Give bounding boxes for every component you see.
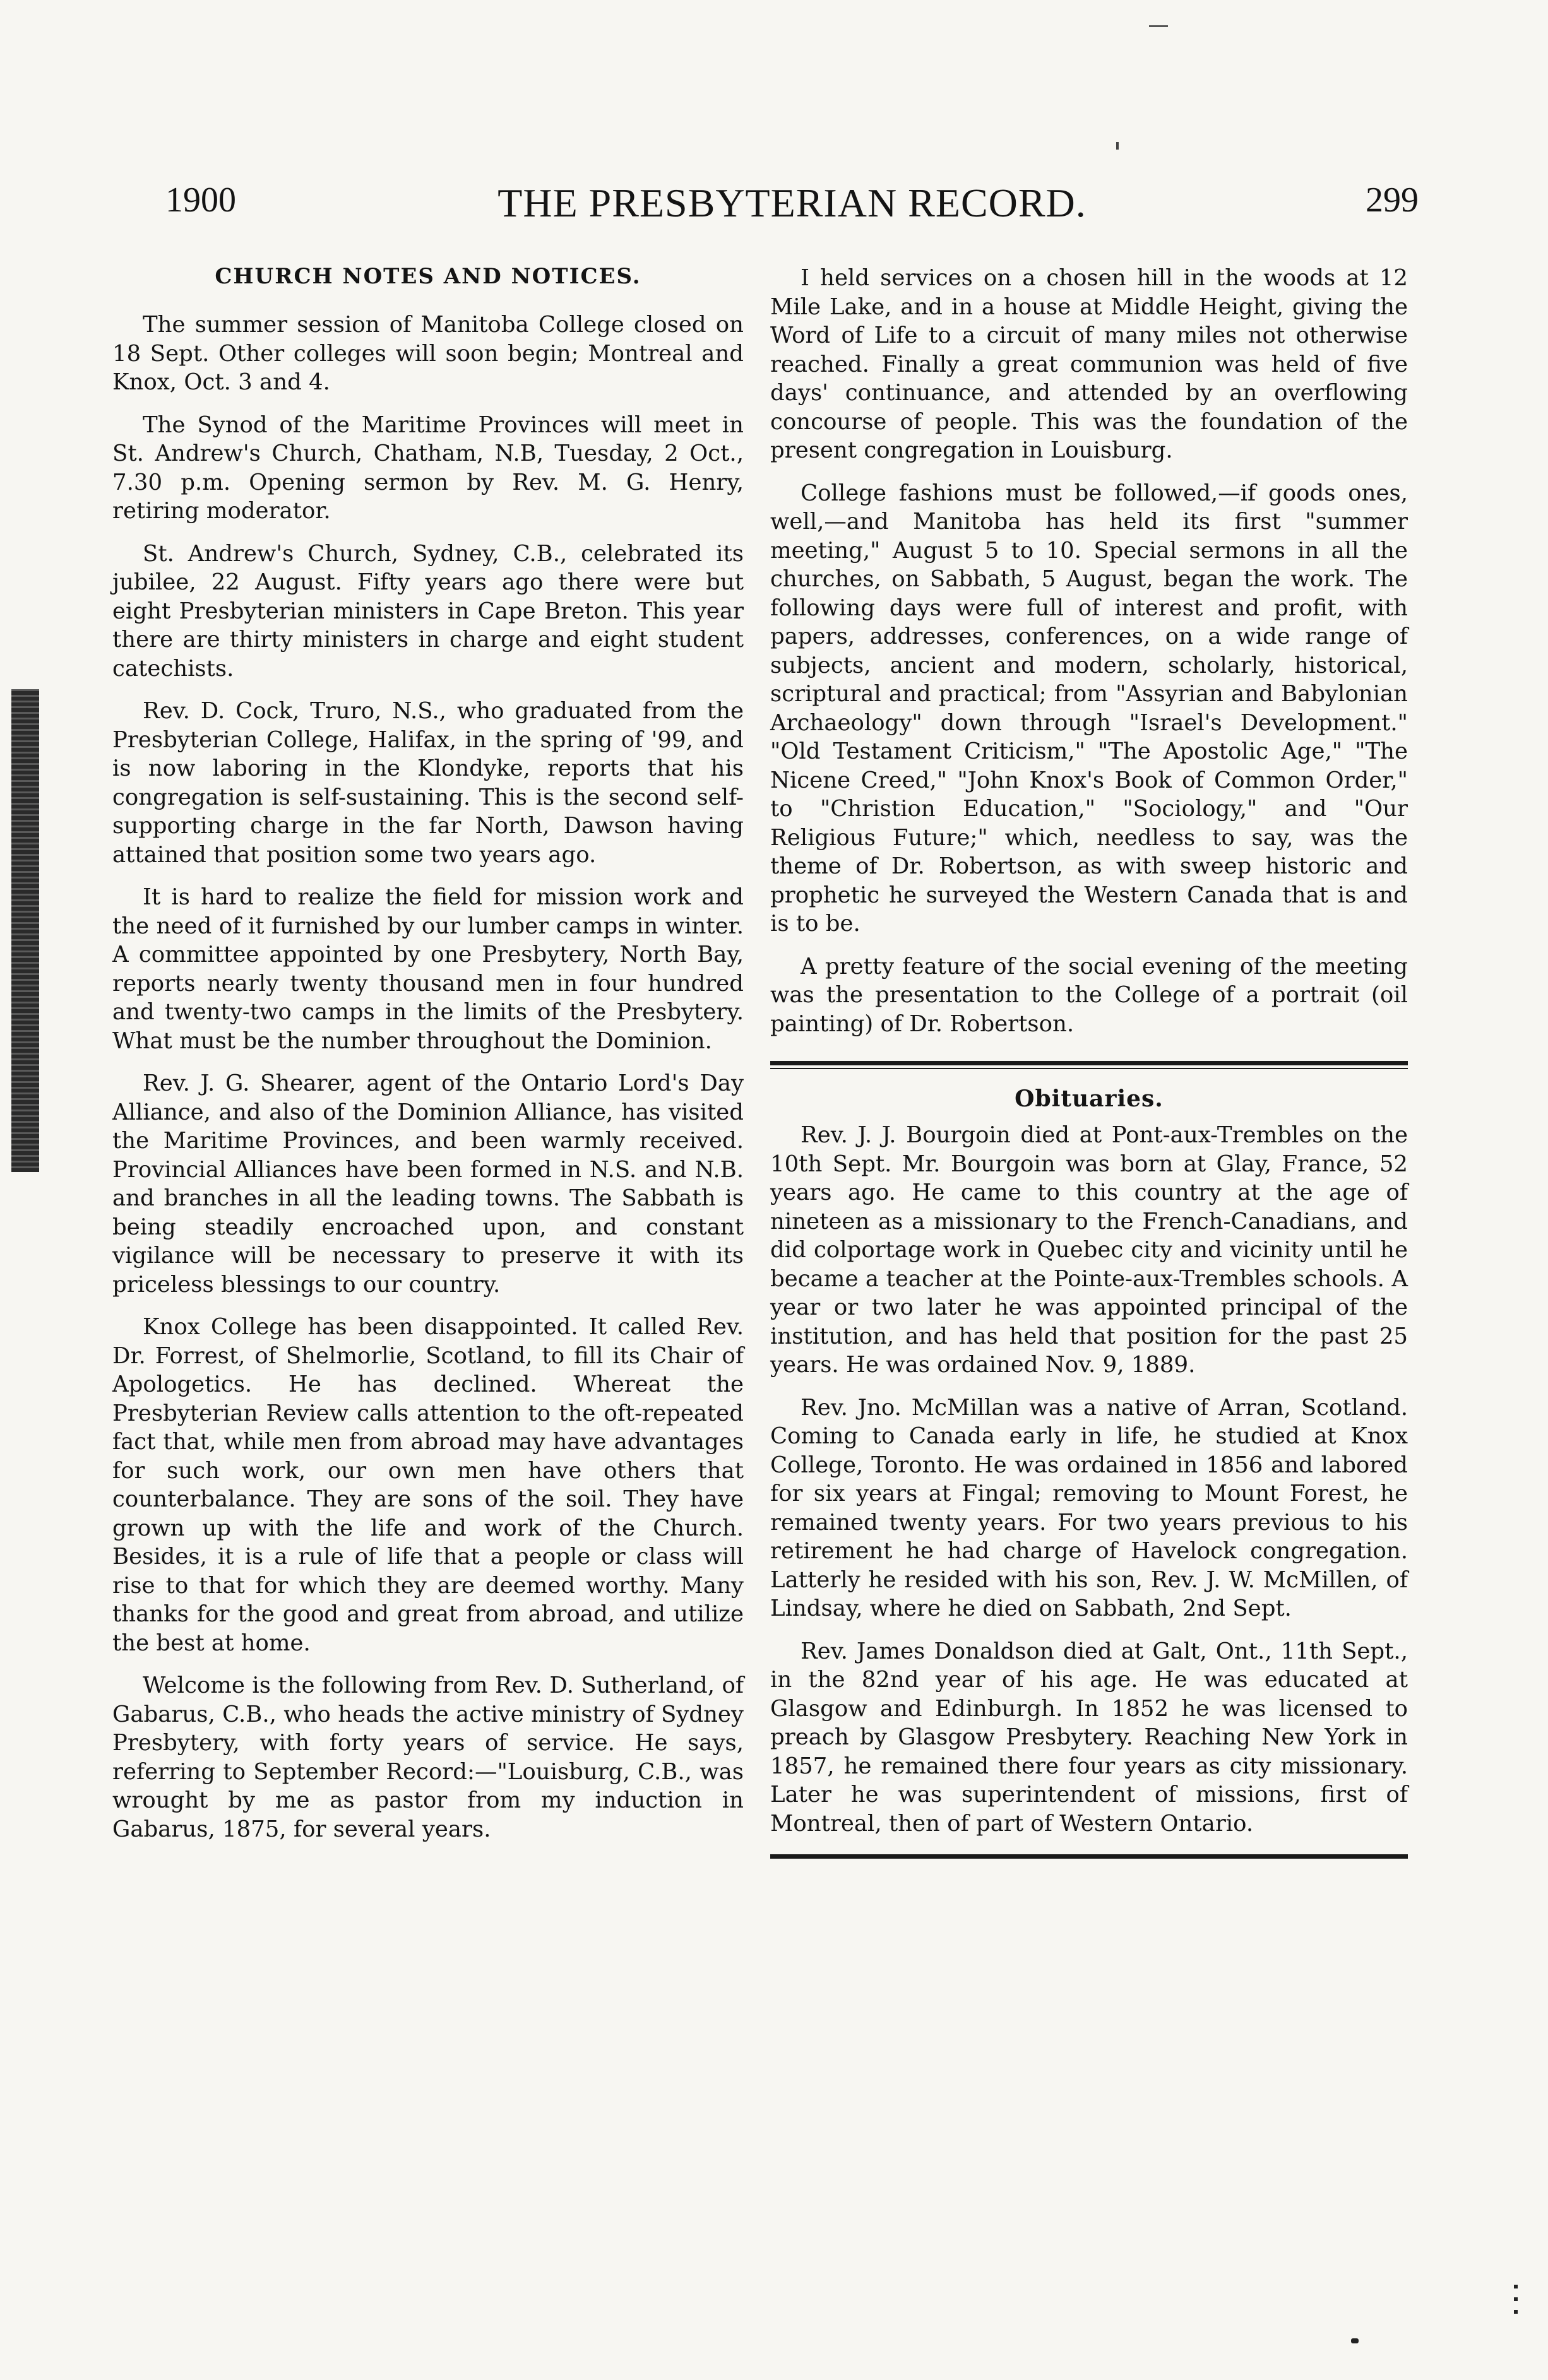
divider-rule: [770, 1068, 1408, 1069]
page-number: 299: [1366, 181, 1419, 220]
notice-paragraph: A pretty feature of the social evening of the meeting was the presentation to the College of a portrait (oil painting) of Dr. Robertson.: [770, 953, 1408, 1037]
notice-paragraph: Rev. D. Cock, Truro, N.S., who graduated from the Presbyterian College, Halifax, in the spring of '99, and is now laboring in the Klondyke, reports that his congregation is self-sustaining. This is the second self-supporting charge in the far North, Dawson having attained that position some two years ago.: [112, 698, 744, 868]
notice-paragraph: St. Andrew's Church, Sydney, C.B., celebrated its jubilee, 22 August. Fifty years ago there were but eight Presbyterian ministers in Cape Breton. This year there are thirty ministers in charge and eight student catechists.: [112, 540, 744, 682]
divider-rule: [770, 1854, 1408, 1859]
continued-paragraph: I held services on a chosen hill in the woods at 12 Mile Lake, and in a house at Middle Height, giving the Word of Life to a circuit of many miles not otherwise reached. Finally a great communion was held of five days' continuance, and attended by an overflowing concourse of people. This was the foundation of the present congregation in Louisburg.: [770, 265, 1408, 463]
page-header: [165, 180, 1419, 237]
obituary-entry: Rev. J. J. Bourgoin died at Pont-aux-Trembles on the 10th Sept. Mr. Bourgoin was born at Glay, France, 52 years ago. He came to this country at the age of nineteen as a missionary to the French-Canadians, and did colportage work in Quebec city and vicinity until he became a teacher at the Pointe-aux-Trembles schools. A year or two later he was appointed principal of the institution, and has held that position for the past 25 years. He was ordained Nov. 9, 1889.: [770, 1122, 1408, 1378]
notice-paragraph: The summer session of Manitoba College closed on 18 Sept. Other colleges will soon begin; Montreal and Knox, Oct. 3 and 4.: [112, 312, 744, 395]
notice-paragraph: Welcome is the following from Rev. D. Sutherland, of Gabarus, C.B., who heads the active ministry of Sydney Presbytery, with forty years of service. He says, referring to September Record:—"Louisburg, C.B., was wrought by me as pastor from my induction in Gabarus, 1875, for several years.: [112, 1673, 744, 1842]
section-title: CHURCH NOTES AND NOTICES.: [215, 264, 641, 289]
notice-paragraph: The Synod of the Maritime Provinces will meet in St. Andrew's Church, Chatham, N.B, Tuesday, 2 Oct., 7.30 p.m. Opening sermon by Rev. M. G. Henry, retiring moderator.: [112, 411, 744, 524]
obituaries-title: Obituaries.: [1015, 1086, 1164, 1112]
header-year: 1900: [165, 181, 236, 220]
divider-rule: [770, 1061, 1408, 1065]
right-column: [770, 264, 1408, 1859]
obituary-entry: Rev. Jno. McMillan was a native of Arran, Scotland. Coming to Canada early in life, he studied at Knox College, Toronto. He was ordained in 1856 and labored for six years at Fingal; removing to Mount Forest, he remained twenty years. For two years previous to his retirement he had charge of Havelock congregation. Latterly he resided with his son, Rev. J. W. McMillen, of Lindsay, where he died on Sabbath, 2nd Sept.: [770, 1394, 1408, 1621]
journal-title: THE PRESBYTERIAN RECORD.: [497, 181, 1087, 225]
notice-paragraph: Knox College has been disappointed. It called Rev. Dr. Forrest, of Shelmorlie, Scotland, to fill its Chair of Apologetics. He has declined. Whereat the Presbyterian Review calls attention to the oft-repeated fact that, while men from abroad may have advantages for such work, our own men have others that counterbalance. They are sons of the soil. They have grown up with the life and work of the Church. Besides, it is a rule of life that a people or class will rise to that for which they are deemed worthy. Many thanks for the good and great from abroad, and utilize the best at home.: [112, 1314, 744, 1656]
scan-mark: [1514, 2285, 1518, 2323]
scan-mark: [1116, 142, 1119, 150]
notice-paragraph: Rev. J. G. Shearer, agent of the Ontario Lord's Day Alliance, and also of the Dominion Alliance, has visited the Maritime Provinces, and been warmly received. Provincial Alliances have been formed in N.S. and N.B. and branches in all the leading towns. The Sabbath is being steadily encroached upon, and constant vigilance will be necessary to preserve it with its priceless blessings to our country.: [112, 1070, 744, 1298]
margin-scan-artifact: [11, 689, 39, 1172]
notice-paragraph: It is hard to realize the field for mission work and the need of it furnished by our lumber camps in winter. A committee appointed by one Presbytery, North Bay, reports nearly twenty thousand men in four hundred and twenty-two camps in the limits of the Presbytery. What must be the number throughout the Dominion.: [112, 884, 744, 1054]
left-column: [112, 264, 744, 1857]
scan-mark: [1149, 25, 1168, 27]
obituary-entry: Rev. James Donaldson died at Galt, Ont., 11th Sept., in the 82nd year of his age. He was educated at Glasgow and Edinburgh. In 1852 he was licensed to preach by Glasgow Presbytery. Reaching New York in 1857, he remained there four years as city missionary. Later he was superintendent of missions, first of Montreal, then of part of Western Ontario.: [770, 1638, 1408, 1837]
scan-mark: [1351, 2338, 1359, 2343]
notice-paragraph: College fashions must be followed,—if goods ones, well,—and Manitoba has held its first "summer meeting," August 5 to 10. Special sermons in all the churches, on Sabbath, 5 August, began the work. The following days were full of interest and profit, with papers, addresses, conferences, on a wide range of subjects, ancient and modern, scholarly, historical, scriptural and practical; from "Assyrian and Babylonian Archaeology" down through "Israel's Development." "Old Testament Criticism," "The Apostolic Age," "The Nicene Creed," "John Knox's Book of Common Order," to "Christion Education," "Sociology," and "Our Religious Future;" which, needless to say, was the theme of Dr. Robertson, as with sweep historic and prophetic he surveyed the Western Canada that is and is to be.: [770, 480, 1408, 937]
